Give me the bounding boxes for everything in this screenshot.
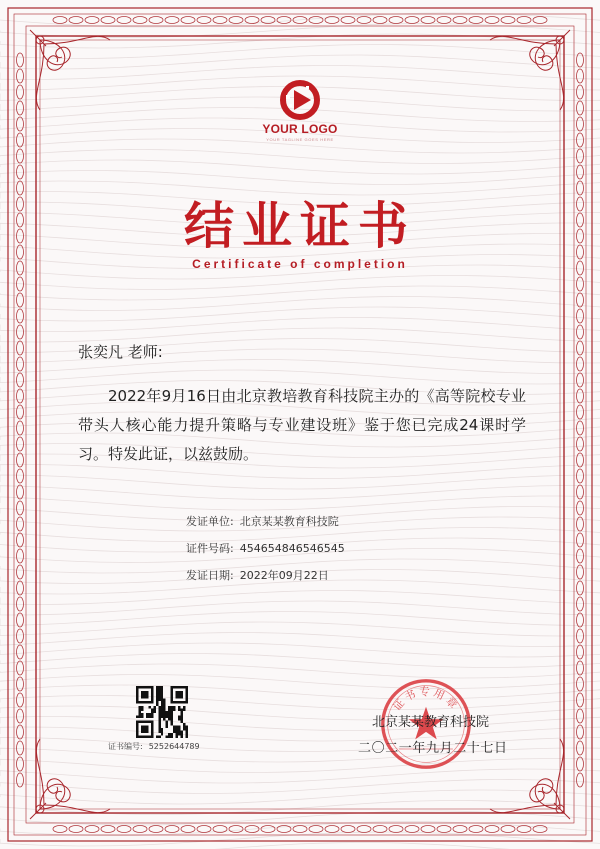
logo [262,80,338,144]
issuer-row [186,514,345,541]
cert-number-row [186,541,345,568]
certificate-title: 结业证书 [184,196,416,255]
footer-issue-date: 二〇二一年九月二十七日 [358,741,508,756]
qr-code-icon [136,686,188,738]
serial-value: 5252644789 [148,742,200,751]
issuer-label: 发证单位: [186,515,234,528]
certificate-body: 2022年9月16日由北京教培教育科技院主办的《高等院校专业带头人核心能力提升策略与专业建设班》鉴于您已完成24课时学习。特发此证，以兹鼓励。 [78,387,526,463]
serial-label: 证书编号: [108,742,143,751]
logo-tagline: YOUR TAGLINE GOES HERE [266,137,334,142]
logo-text: YOUR LOGO [262,122,338,136]
issue-date-label: 发证日期: [186,569,234,582]
footer-issuer: 北京某某教育科技院 [372,715,490,730]
serial-number [108,741,200,752]
svg-text:证书专用章: 证书专用章 [391,686,461,714]
play-logo-icon [280,80,320,120]
issue-date-value: 2022年09月22日 [239,569,329,582]
recipient-name: 张奕凡 老师: [78,343,163,361]
cert-number-label: 证件号码: [186,542,234,555]
certificate-subtitle: Certificate of completion [192,257,408,271]
issue-date-row [186,568,345,595]
cert-number-value: 454654846546545 [239,542,345,555]
certificate-details [186,514,345,595]
issuer-value: 北京某某教育科技院 [239,515,339,528]
